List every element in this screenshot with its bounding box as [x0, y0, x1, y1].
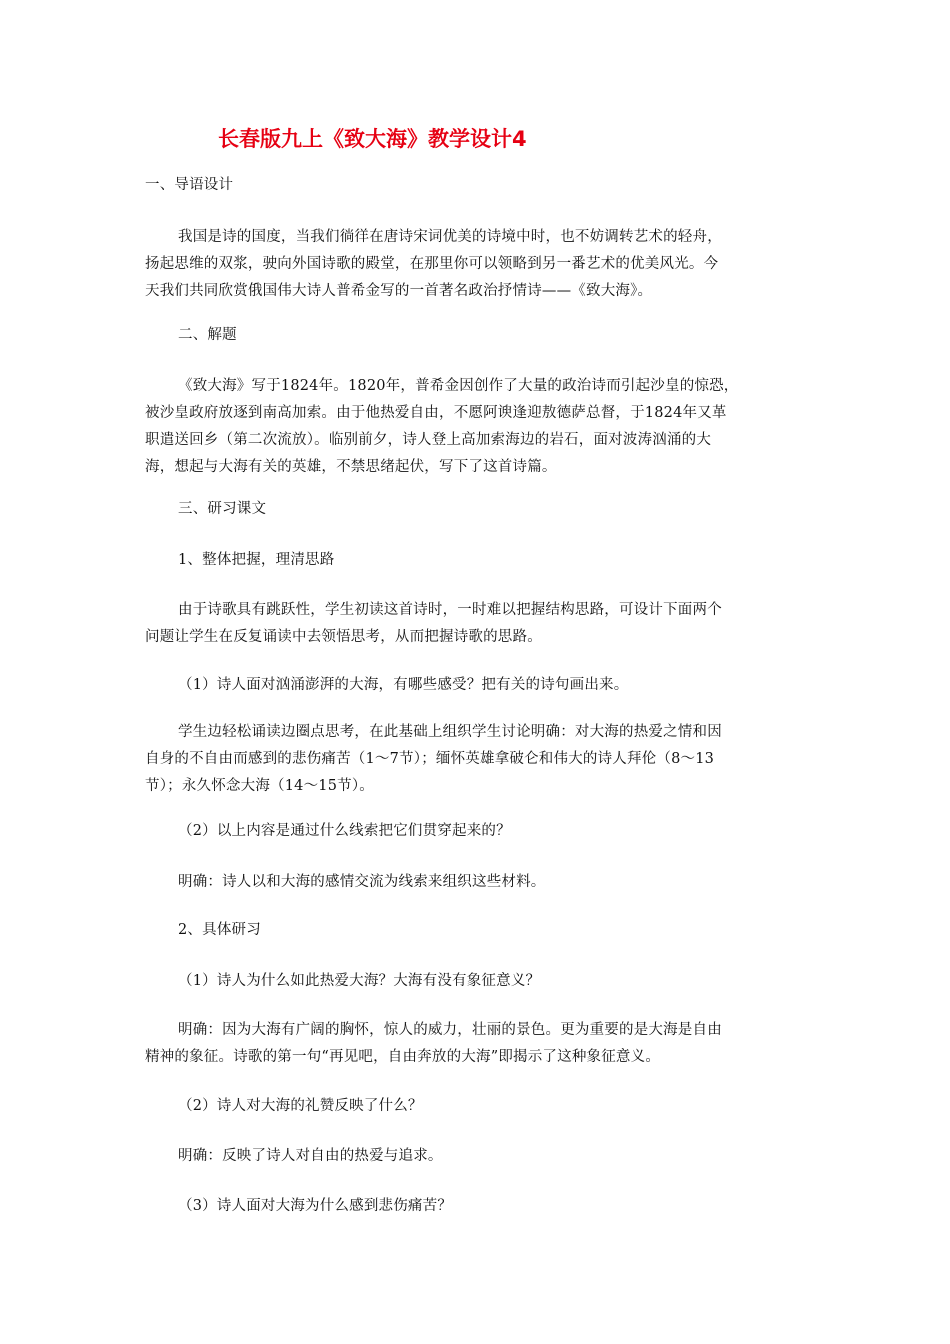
subsection-heading: 2、具体研习: [178, 922, 261, 938]
paragraph-line: 问题让学生在反复诵读中去领悟思考，从而把握诗歌的思路。: [145, 629, 542, 645]
paragraph-line: 《致大海》写于1824年。1820年，普希金因创作了大量的政治诗而引起沙皇的惊恐，: [178, 378, 739, 394]
question-line: （2）诗人对大海的礼赞反映了什么？: [178, 1098, 423, 1114]
answer-line: 精神的象征。诗歌的第一句“再见吧，自由奔放的大海”即揭示了这种象征意义。: [145, 1049, 661, 1065]
paragraph-line: 节）；永久怀念大海（14～15节）。: [145, 778, 375, 794]
paragraph-line: 自身的不自由而感到的悲伤痛苦（1～7节）；缅怀英雄拿破仑和伟大的诗人拜伦（8～13: [145, 751, 715, 767]
paragraph-line: 我国是诗的国度，当我们徜徉在唐诗宋词优美的诗境中时，也不妨调转艺术的轻舟，: [178, 229, 722, 245]
paragraph-line: 被沙皇政府放逐到南高加索。由于他热爱自由，不愿阿谀逢迎敖德萨总督，于1824年又革: [145, 405, 727, 421]
section-heading-study: 三、研习课文: [178, 501, 267, 517]
paragraph-line: 学生边轻松诵读边圈点思考，在此基础上组织学生讨论明确：对大海的热爱之情和因: [178, 724, 722, 740]
question-line: （3）诗人面对大海为什么感到悲伤痛苦？: [178, 1198, 453, 1214]
section-heading-intro: 一、导语设计: [145, 177, 234, 193]
paragraph-line: 扬起思维的双浆，驶向外国诗歌的殿堂，在那里你可以领略到另一番艺术的优美风光。今: [145, 256, 719, 272]
paragraph-line: 由于诗歌具有跳跃性，学生初读这首诗时，一时难以把握结构思路，可设计下面两个: [178, 602, 722, 618]
section-heading-title-explanation: 二、解题: [178, 327, 237, 343]
paragraph-line: 天我们共同欣赏俄国伟大诗人普希金写的一首著名政治抒情诗——《致大海》。: [145, 283, 653, 299]
question-line: （1）诗人面对汹涌澎湃的大海，有哪些感受？把有关的诗句画出来。: [178, 677, 629, 693]
answer-line: 明确：因为大海有广阔的胸怀，惊人的威力，壮丽的景色。更为重要的是大海是自由: [178, 1022, 722, 1038]
subsection-heading: 1、整体把握，理清思路: [178, 552, 335, 568]
question-line: （1）诗人为什么如此热爱大海？大海有没有象征意义？: [178, 973, 541, 989]
answer-line: 明确：诗人以和大海的感情交流为线索来组织这些材料。: [178, 874, 546, 890]
question-line: （2）以上内容是通过什么线索把它们贯穿起来的？: [178, 823, 511, 839]
document-title: 长春版九上《致大海》教学设计4: [218, 127, 527, 151]
paragraph-line: 海，想起与大海有关的英雄，不禁思绪起伏，写下了这首诗篇。: [145, 459, 557, 475]
paragraph-line: 职遣送回乡（第二次流放）。临别前夕，诗人登上高加索海边的岩石，面对波涛汹涌的大: [145, 432, 712, 448]
answer-line: 明确：反映了诗人对自由的热爱与追求。: [178, 1148, 443, 1164]
